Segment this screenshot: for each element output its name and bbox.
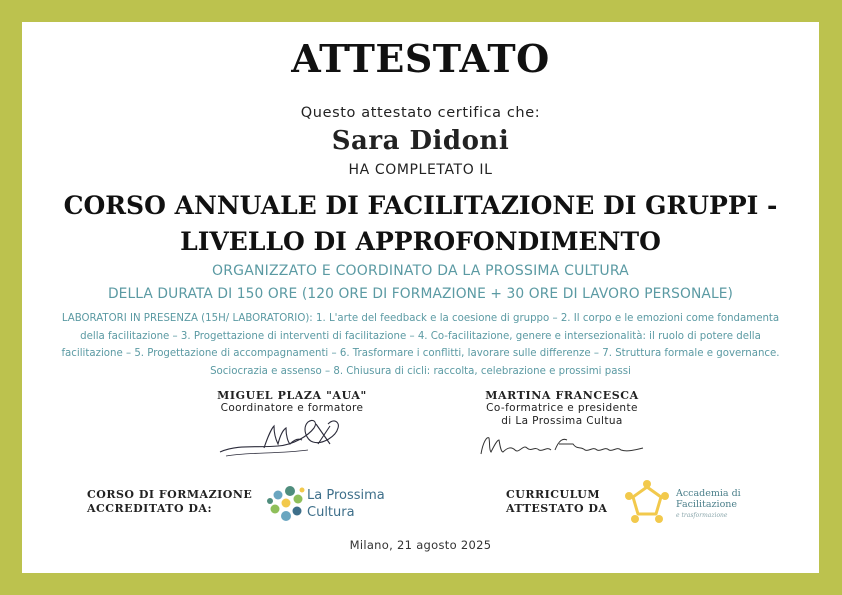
signer-name: MARTINA FRANCESCA [485,389,639,402]
curriculum-label [506,488,607,516]
course-title [22,188,819,260]
labs-description: LABORATORI IN PRESENZA (15H/ LABORATORIO): 1. L'arte del feedback e la coesione di gruppo – 2. Il corpo e le emozioni come fondamenta della facilitazione – 3. Progettazione di interventi di facilitazione – 4. Co-facilitazione, genere e intersezionalità: il ruolo di potere della facilitazione – 5. Progettazione di accompagnamenti – 6. Trasformare i conflitti, lavorare sulle differenze – 7. Struttura formale e governance. Sociocrazia e assenso – 8. Chiusura di cicli: raccolta, celebrazione e prossimi passi [61,313,780,377]
signer-name: MIGUEL PLAZA "AUA" [217,389,367,402]
la-prossima-cultura-wordmark [307,487,385,521]
wordmark-line2: Cultura [307,505,355,520]
signer-role-line2: di La Prossima Cultua [501,415,623,427]
label-line2: ACCREDITATO DA: [87,502,213,515]
completed-text: HA COMPLETATO IL [348,162,493,178]
wordmark-line1: La Prossima [307,488,385,503]
wordmark-line1: Accademia di [676,488,741,499]
signature-martina [477,430,647,460]
wordmark-line2: Facilitazione [676,499,738,510]
course-accreditation-label [87,488,252,516]
organized-by: ORGANIZZATO E COORDINATO DA LA PROSSIMA CULTURA [212,263,629,279]
accademia-wordmark [676,488,741,521]
place-and-date: Milano, 21 agosto 2025 [349,538,492,552]
signer-miguel [182,389,402,415]
accademia-facilitazione-logo [621,478,673,530]
certifies-text: Questo attestato certifica che: [300,105,541,121]
label-line2: ATTESTATO DA [506,502,608,515]
course-duration: DELLA DURATA DI 150 ORE (120 ORE DI FORMAZIONE + 30 ORE DI LAVORO PERSONALE) [107,286,734,302]
signer-martina [442,389,682,428]
signature-miguel [218,414,343,462]
certificate-sheet [22,22,819,573]
course-title-line1: CORSO ANNUALE DI FACILITAZIONE DI GRUPPI - [63,191,778,220]
signer-role: Coordinatore e formatore [220,402,364,414]
la-prossima-cultura-logo [266,482,306,524]
label-line1: CURRICULUM [506,488,601,501]
certificate-title: ATTESTATO [291,36,550,81]
wordmark-tagline: e trasformazione [676,512,728,519]
recipient-name: Sara Didoni [331,126,510,156]
label-line1: CORSO DI FORMAZIONE [87,488,253,501]
course-title-line2: LIVELLO DI APPROFONDIMENTO [180,227,661,256]
signer-role: Co-formatrice e presidente [486,402,638,414]
